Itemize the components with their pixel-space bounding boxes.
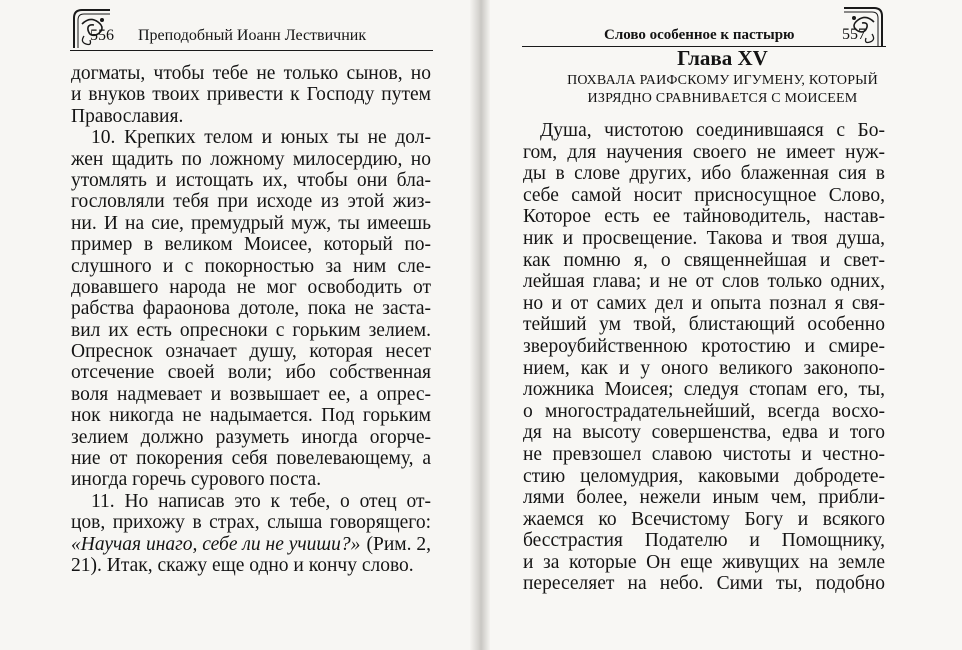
right-running-title: Слово особенное к пастырю [604,27,795,43]
text-line: лями более, нежели иным чем, прибли- [523,487,885,509]
text-line: и за которые Он еще живущих на земле [523,551,885,573]
text-line: вил их есть опресноки с горьким зелием. [71,319,431,341]
left-page-number: 556 [90,27,114,44]
text-line: лейшая глава; и не от слов только одних, [523,271,885,293]
text-line: утомлять и истощать их, чтобы они бла- [71,169,431,191]
chapter-subtitle-line-1: ПОХВАЛА РАИФСКОМУ ИГУМЕНУ, КОТОРЫЙ [567,73,878,88]
text-line: Православия. [71,105,184,127]
text-line: не превзошел славою чистоты и честно- [523,443,885,465]
text-line: ды в слове других, ибо блаженная сия в [523,163,885,185]
text-line: тейший ум твой, блистающий особенно [523,314,885,336]
text-line: но и от самих дел и опыта познал я свя- [523,292,885,314]
text-line: ние от покорения себя повелевающему, а [71,448,431,470]
text-line: догматы, чтобы тебе не только сынов, но [71,63,431,84]
text-line: и внуков твоих привести к Господу путем [71,84,431,106]
text-line: ник и просвещение. Такова и твоя душа, [523,227,885,249]
text-line: довавшего народа не мог освободить от [71,276,431,298]
text-line: переселяет на небо. Сими ты, подобно [523,573,885,595]
chapter-title: Глава XV [677,46,768,70]
text-line: звероубийственною кротостию и смире- [523,335,885,357]
text-line: гословляли тебя при исходе из этой жиз- [71,191,431,213]
text-line: жен щадить по ложному милосердию, но [71,148,431,170]
chapter-subtitle-line-2: ИЗРЯДНО СРАВНИВАЕТСЯ С МОИСЕЕМ [587,91,858,106]
text-line: зелием должно разуметь иногда огорче- [71,426,431,448]
text-line: дя на высоту совершенства, едва и того [523,422,885,444]
text-line: ни. И на сие, премудрый муж, ты имеешь [71,212,431,234]
left-running-title: Преподобный Иоанн Лествичник [138,27,367,44]
text-line: рабства фараонова дотоле, пока не застa- [71,298,431,320]
scripture-reference: (Рим. 2, [366,533,431,555]
left-header-rule [70,50,433,51]
text-line: нием, как и у оного великого законопо- [523,357,885,379]
text-line: иногда горечь сурового поста. [71,469,322,491]
right-corner-ornament-icon [838,4,888,50]
quote-line [71,534,431,555]
text-line: о многострадательнейший, всегда восхо- [523,400,885,422]
text-line: бесстрастия Подателю и Помощнику, [523,530,885,552]
text-line: пример в великом Моисее, который по- [71,234,431,256]
text-line: 11. Но написав это к тебе, о отец от- [91,490,431,512]
text-line: жаемся ко Всечистому Богу и всякого [523,508,885,530]
text-line: ложника Моисея; следуя стопам его, ты, [523,379,885,401]
right-page-number: 557 [842,26,866,43]
text-line: гом, для научения своего не имеет нуж- [523,141,885,163]
text-line: слушного и с покорностью за ним сле- [71,255,431,277]
scripture-quote: «Научая инаго, себе ли не учиши?» [71,533,361,555]
right-body-text [523,120,885,595]
text-line: отсечение своей воли; ибо собственная [71,362,431,384]
text-line: Которое есть ее тайноводитель, настав- [523,206,885,228]
text-line: Опреснок означает душу, которая несет [71,341,431,363]
left-body-text [71,63,431,576]
text-line: 10. Крепких телом и юных ты не дол- [91,127,431,149]
text-line: воля надмевает и возвышает ее, а опрес- [71,383,431,405]
text-line: себе самой носит присносущное Слово, [523,184,885,206]
text-line: как помню я, о священнейшая и свет- [523,249,885,271]
text-line: Душа, чистотою соединившаяся с Бо- [540,120,885,141]
text-line: 21). Итак, скажу еще одно и кончу слово. [71,554,414,576]
text-line: стию целомудрия, каковыми добродете- [523,465,885,487]
text-line: цов, прихожу в страх, слыша говорящего: [71,512,431,534]
text-line: нок никогда не надымается. Под горьким [71,405,431,427]
